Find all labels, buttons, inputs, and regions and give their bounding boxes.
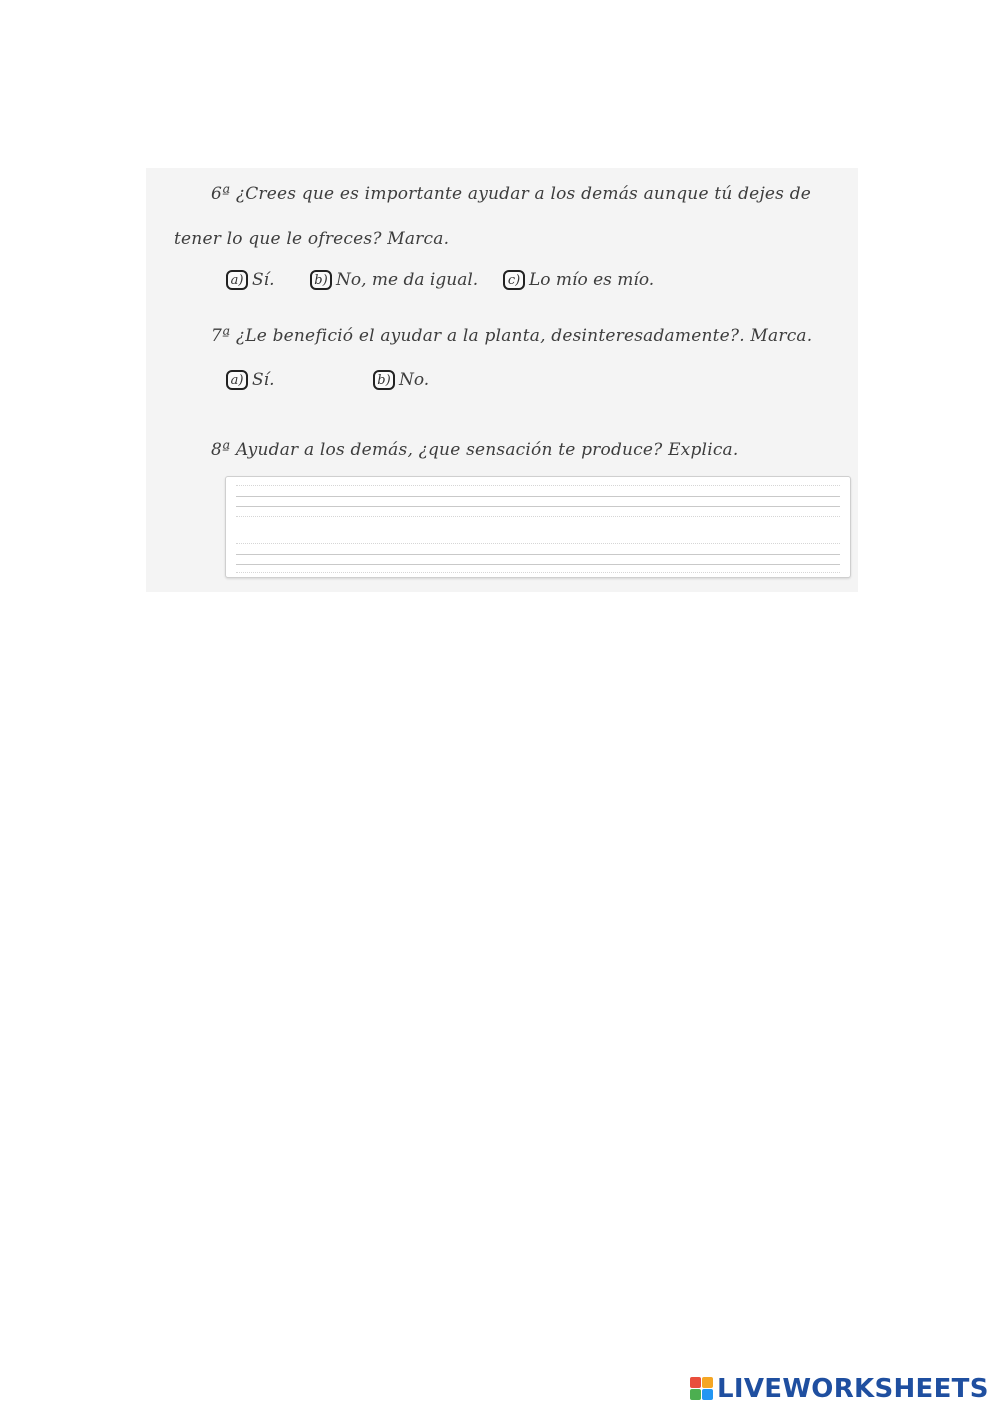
q7-option-a[interactable] xyxy=(226,370,275,390)
q6-option-c[interactable] xyxy=(503,270,654,290)
q7-option-b-checkbox[interactable]: b) xyxy=(373,370,395,390)
liveworksheets-logo xyxy=(690,1374,989,1404)
q6-option-b[interactable] xyxy=(310,270,478,290)
writing-line xyxy=(236,516,840,517)
writing-line xyxy=(236,572,840,573)
q6-option-c-checkbox[interactable]: c) xyxy=(503,270,525,290)
q6-option-a-label: Sí. xyxy=(252,270,275,290)
q7-option-a-checkbox[interactable]: a) xyxy=(226,370,248,390)
q7-option-b[interactable] xyxy=(373,370,429,390)
q7-prompt: 7ª ¿Le benefició el ayudar a la planta, desinteresadamente?. Marca. xyxy=(211,326,813,346)
logo-text: LIVEWORKSHEETS xyxy=(717,1374,989,1404)
q6-prompt-line1: 6ª ¿Crees que es importante ayudar a los demás aunque tú dejes de xyxy=(211,184,812,204)
q6-option-b-checkbox[interactable]: b) xyxy=(310,270,332,290)
q7-option-b-label: No. xyxy=(399,370,430,390)
q6-prompt-line2: tener lo que le ofreces? Marca. xyxy=(174,229,450,249)
writing-line xyxy=(236,496,840,497)
q8-answer-field[interactable] xyxy=(225,476,851,578)
q8-prompt: 8ª Ayudar a los demás, ¿que sensación te produce? Explica. xyxy=(211,440,739,460)
q6-option-a[interactable] xyxy=(226,270,275,290)
liveworksheets-logo-icon xyxy=(690,1377,714,1401)
q6-option-b-label: No, me da igual. xyxy=(336,270,479,290)
writing-line xyxy=(236,564,840,565)
q6-option-a-checkbox[interactable]: a) xyxy=(226,270,248,290)
writing-line xyxy=(236,506,840,507)
q7-option-a-label: Sí. xyxy=(252,370,275,390)
writing-line xyxy=(236,485,840,486)
q6-option-c-label: Lo mío es mío. xyxy=(529,270,655,290)
writing-line xyxy=(236,554,840,555)
writing-line xyxy=(236,543,840,544)
